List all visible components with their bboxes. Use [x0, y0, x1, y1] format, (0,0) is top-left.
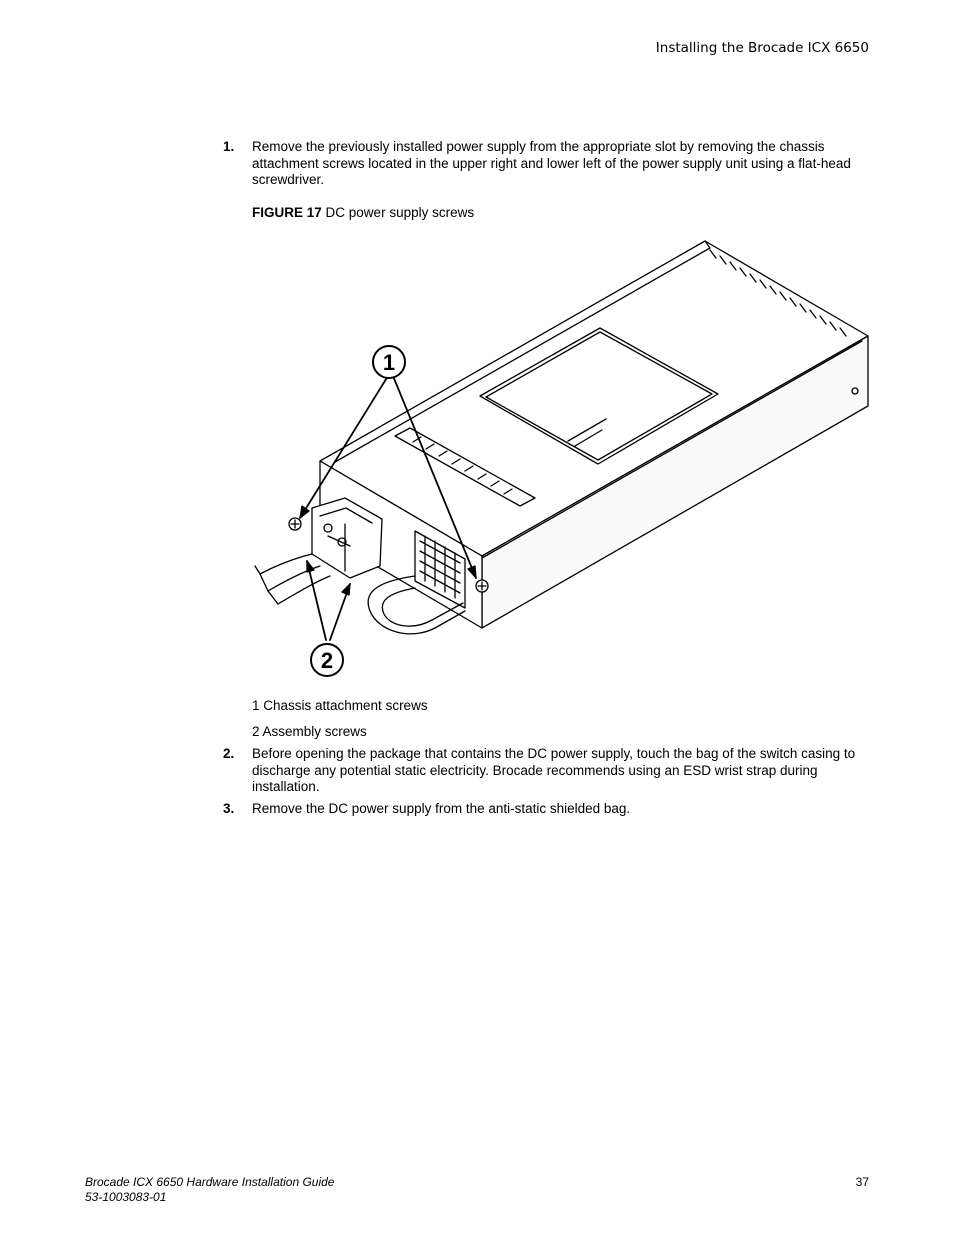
step-number: 1.: [223, 139, 235, 154]
page-number: 37: [855, 1175, 869, 1189]
legend-item-2: 2 Assembly screws: [252, 724, 367, 739]
footer-left: [85, 1175, 334, 1205]
step-number: 3.: [223, 801, 235, 816]
step-3: [223, 801, 863, 818]
running-header: Installing the Brocade ICX 6650: [655, 40, 869, 56]
callout-2: 2: [320, 648, 334, 673]
step-number: 2.: [223, 746, 235, 761]
callout-1: 1: [382, 350, 396, 375]
footer-doc-number: 53-1003083-01: [85, 1190, 167, 1204]
figure-caption: [252, 205, 474, 220]
step-text: Before opening the package that contains the DC power supply, touch the bag of the switch casing to discharge any potential static electricity. Brocade recommends using an ESD wrist strap during installation.: [252, 746, 856, 794]
step-text: Remove the previously installed power supply from the appropriate slot by removing the chassis attachment screws located in the upper right and lower left of the power supply unit using a flat-head screwdriver.: [252, 139, 851, 187]
figure-title: DC power supply screws: [325, 205, 475, 220]
figure-label: FIGURE 17: [252, 205, 322, 220]
legend-item-1: 1 Chassis attachment screws: [252, 698, 428, 713]
step-2: [223, 746, 863, 796]
footer-guide-title: Brocade ICX 6650 Hardware Installation Guide: [85, 1175, 335, 1189]
power-supply-illustration: [250, 236, 875, 681]
step-text: Remove the DC power supply from the anti-static shielded bag.: [252, 801, 631, 816]
step-1: [223, 139, 863, 189]
